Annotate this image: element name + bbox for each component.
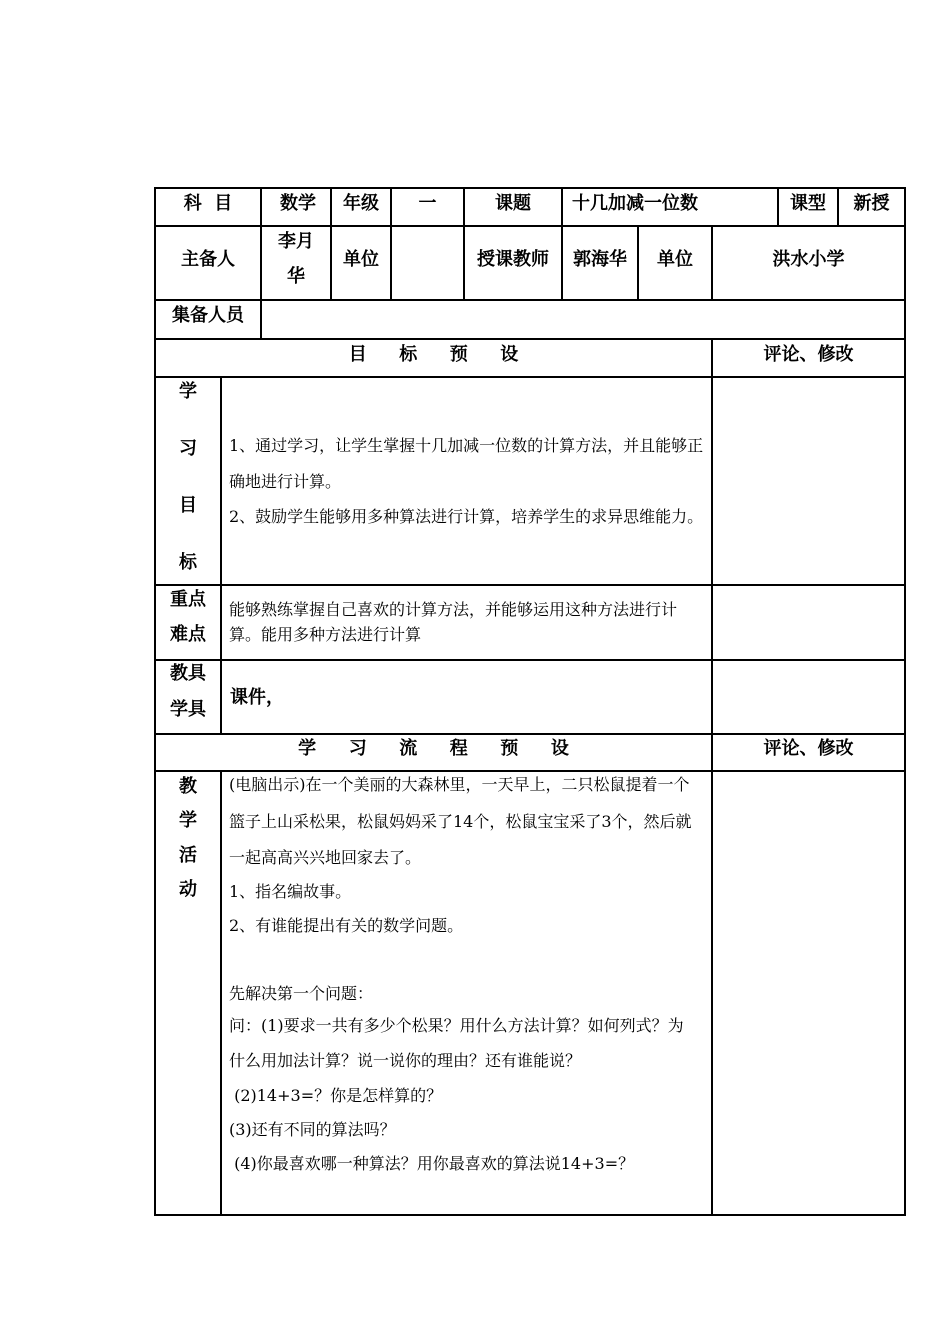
rule: [260, 187, 262, 227]
activity-line: 问：(1)要求一共有多少个松果？用什么方法计算？如何列式？为: [229, 1016, 684, 1035]
label-char: 习: [179, 438, 197, 459]
label-char: 动: [179, 879, 197, 900]
label-char: 学: [179, 381, 197, 402]
process-comment-title: 评论、修改: [763, 738, 854, 759]
activity-line: 什么用加法计算？说一说你的理由？还有谁能说？: [229, 1051, 582, 1070]
preparer-value: 李月: [278, 231, 314, 252]
rule: [154, 376, 906, 378]
key-point-line: 算。能用多种方法进行计算: [229, 625, 422, 644]
grade-label: 年级: [343, 193, 379, 214]
activity-line: 先解决第一个问题：: [229, 984, 374, 1003]
unit-label: 单位: [343, 249, 379, 270]
key-points-label: 重点: [170, 589, 206, 610]
label-char: 标: [179, 552, 197, 573]
tools-value: 课件，: [230, 687, 284, 708]
activity-line: (2)14+3=？你是怎样算的？: [229, 1086, 443, 1105]
goals-section-title: 目 标 预 设: [348, 344, 519, 365]
grade-value: 一: [418, 193, 437, 214]
topic-label: 课题: [495, 193, 531, 214]
activity-line: (4)你最喜欢哪一种算法？用你最喜欢的算法说14+3=？: [229, 1154, 635, 1173]
label-char: 学: [179, 810, 197, 831]
rule: [260, 299, 262, 340]
activity-line: 1、指名编故事。: [229, 882, 352, 901]
preparer-value: 华: [287, 266, 305, 287]
label-char: 教: [179, 776, 197, 797]
activity-line: (电脑出示)在一个美丽的大森林里，一天早上，二只松鼠提着一个: [229, 775, 690, 794]
activity-line: 2、有谁能提出有关的数学问题。: [229, 916, 464, 935]
goals-comment-title: 评论、修改: [763, 344, 854, 365]
activity-line: (3)还有不同的算法吗？: [229, 1120, 396, 1139]
tools-label: 学具: [170, 699, 206, 720]
subject-label: 科 目: [183, 193, 233, 214]
rule: [154, 584, 906, 586]
unit-value-2: 洪水小学: [772, 249, 845, 270]
rule: [711, 338, 713, 1216]
rule: [220, 770, 222, 1216]
rule: [154, 733, 906, 735]
teacher-label: 授课教师: [477, 249, 549, 270]
type-value: 新授: [853, 193, 890, 214]
rule: [561, 187, 563, 227]
activity-line: 一起高高兴兴地回家去了。: [229, 848, 422, 867]
rule: [154, 187, 906, 189]
key-points-label: 难点: [170, 624, 206, 645]
rule: [154, 1214, 906, 1216]
label-char: 目: [179, 495, 197, 516]
goal-line: 2、鼓励学生能够用多种算法进行计算，培养学生的求异思维能力。: [229, 507, 704, 526]
activity-line: 篮子上山采松果，松鼠妈妈采了14个，松鼠宝宝采了3个，然后就: [229, 812, 692, 831]
teacher-value: 郭海华: [573, 249, 627, 270]
rule: [220, 376, 222, 735]
topic-value: 十几加减一位数: [572, 193, 698, 214]
rule: [154, 299, 906, 301]
goal-line: 1、通过学习，让学生掌握十几加减一位数的计算方法，并且能够正: [229, 436, 704, 455]
unit-label-2: 单位: [657, 249, 693, 270]
type-label: 课型: [790, 193, 826, 214]
rule: [390, 225, 392, 301]
rule: [154, 338, 906, 340]
label-char: 活: [179, 845, 197, 866]
rule: [154, 225, 906, 227]
preparer-label: 主备人: [181, 249, 235, 270]
process-section-title: 学 习 流 程 预 设: [298, 738, 569, 759]
rule: [154, 659, 906, 661]
goal-line: 确地进行计算。: [229, 472, 342, 491]
collective-label: 集备人员: [172, 305, 244, 326]
subject-value: 数学: [280, 193, 316, 214]
tools-label: 教具: [170, 663, 206, 684]
rule: [904, 187, 906, 1216]
key-point-line: 能够熟练掌握自己喜欢的计算方法，并能够运用这种方法进行计: [229, 600, 678, 619]
